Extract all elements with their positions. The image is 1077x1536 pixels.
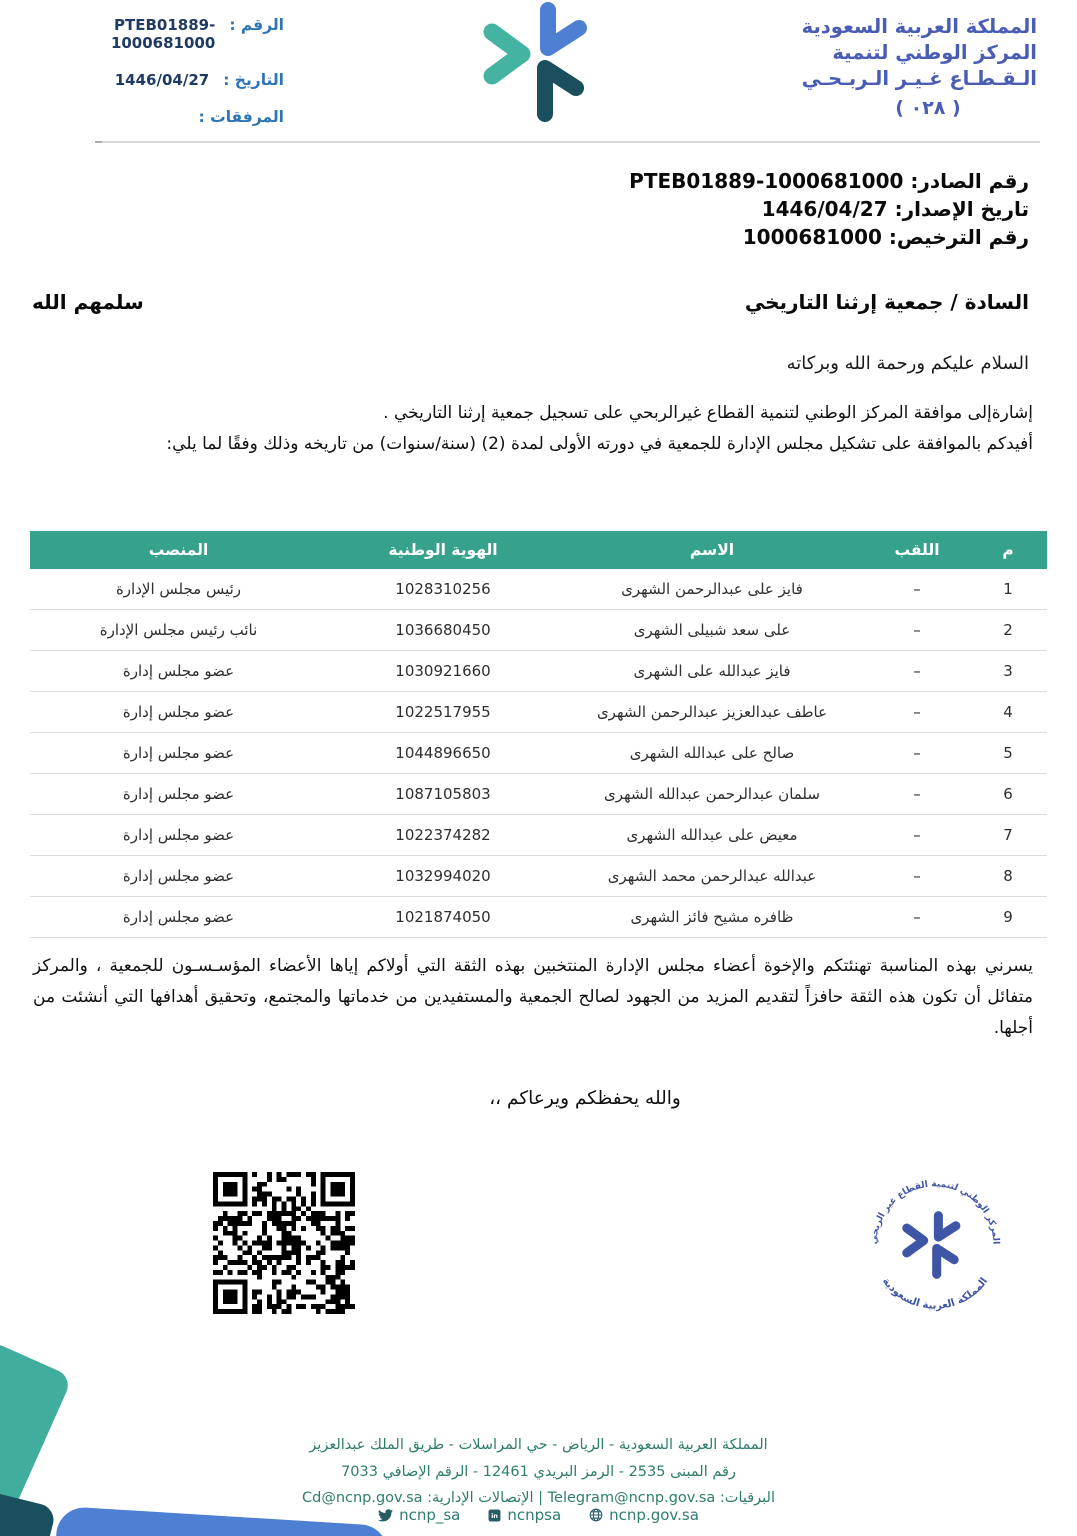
table-cell: عضو مجلس إدارة: [30, 692, 327, 733]
table-row: [30, 815, 1047, 856]
table-cell: –: [865, 610, 969, 651]
table-cell: نائب رئيس مجلس الإدارة: [30, 610, 327, 651]
table-cell: 2: [969, 610, 1047, 651]
table-cell: على سعد شبيلى الشهرى: [559, 610, 865, 651]
column-header: الهوية الوطنية: [327, 531, 559, 569]
outgoing-number: رقم الصادر: PTEB01889-1000681000: [629, 169, 1029, 193]
table-cell: معيض على عبدالله الشهرى: [559, 815, 865, 856]
table-cell: 8: [969, 856, 1047, 897]
table-row: [30, 569, 1047, 610]
table-cell: –: [865, 569, 969, 610]
meta-date-value: 1446/04/27: [114, 71, 210, 89]
table-cell: فايز عبدالله على الشهرى: [559, 651, 865, 692]
social-twitter-handle: ncnp_sa: [399, 1506, 461, 1524]
table-row: [30, 856, 1047, 897]
intro-line-1: إشارةإلى موافقة المركز الوطني لتنمية القطاع غيرالربحي على تسجيل جمعية إرثنا التاريخي .: [383, 403, 1033, 423]
column-header: الاسم: [559, 531, 865, 569]
table-cell: رئيس مجلس الإدارة: [30, 569, 327, 610]
column-header: اللقب: [865, 531, 969, 569]
org-line: المركز الوطني لتنمية: [832, 41, 1037, 64]
table-cell: –: [865, 856, 969, 897]
logo-teal-chevron: [492, 32, 522, 76]
table-cell: –: [865, 815, 969, 856]
issue-date: تاريخ الإصدار: 1446/04/27: [761, 197, 1029, 221]
table-cell: 1028310256: [327, 569, 559, 610]
table-cell: 4: [969, 692, 1047, 733]
social-website: [589, 1506, 699, 1524]
intro-line-2: أفيدكم بالموافقة على تشكيل مجلس الإدارة للجمعية في دورته الأولى لمدة (2) (سنة/سنوات) من تاريخه وذلك وفقًا لما يلي:: [166, 434, 1033, 454]
table-cell: 1030921660: [327, 651, 559, 692]
footer-address-block: [0, 1432, 1077, 1512]
meta-date-label: التاريخ :: [223, 71, 284, 89]
svg-text:in: in: [491, 1511, 499, 1520]
ncnp-logo-icon: [458, 2, 626, 122]
license-number: رقم الترخيص: 1000681000: [742, 225, 1029, 249]
table-row: [30, 897, 1047, 938]
svg-text:المملكة العربية السعودية: [880, 1275, 990, 1311]
twitter-icon: [378, 1509, 393, 1522]
header-meta: [18, 16, 284, 145]
stamp-bottom-text: المملكة العربية السعودية: [879, 1275, 991, 1312]
table-cell: 1022374282: [327, 815, 559, 856]
table-cell: 9: [969, 897, 1047, 938]
header-divider: [95, 141, 1040, 143]
meta-attachments-row: [18, 108, 284, 126]
table-row: [30, 733, 1047, 774]
table-cell: عضو مجلس إدارة: [30, 733, 327, 774]
table-cell: –: [865, 774, 969, 815]
table-cell: صالح على عبدالله الشهرى: [559, 733, 865, 774]
table-cell: عاطف عبدالعزيز عبدالرحمن الشهرى: [559, 692, 865, 733]
table-cell: 1021874050: [327, 897, 559, 938]
table-cell: عضو مجلس إدارة: [30, 815, 327, 856]
table-cell: –: [865, 651, 969, 692]
table-cell: –: [865, 897, 969, 938]
globe-icon: [589, 1508, 603, 1522]
meta-number-label: الرقم :: [229, 16, 284, 34]
table-cell: عضو مجلس إدارة: [30, 651, 327, 692]
org-name-block: [737, 14, 1037, 121]
logo-dark-mark: [545, 68, 576, 114]
footer-address-line-1: المملكة العربية السعودية - الرياض - حي المراسلات - طريق الملك عبدالعزيز: [309, 1437, 768, 1453]
social-linkedin: [488, 1506, 561, 1524]
table-row: [30, 610, 1047, 651]
greeting-phrase: سلمهم الله: [32, 290, 144, 314]
stamp-top-text: المركز الوطني لتنمية القطاع غير الربحي: [869, 1179, 1001, 1245]
table-header-row: [30, 531, 1047, 569]
org-line: المملكة العربية السعودية: [801, 15, 1037, 38]
logo-blue-mark: [548, 10, 579, 48]
farewell-line: والله يحفظكم ويرعاكم ،،: [489, 1088, 681, 1109]
table-cell: عضو مجلس إدارة: [30, 856, 327, 897]
table-cell: سلمان عبدالرحمن عبدالله الشهرى: [559, 774, 865, 815]
meta-number-row: [18, 16, 284, 52]
table-cell: 1036680450: [327, 610, 559, 651]
intro-paragraph: [33, 398, 1033, 460]
table-cell: 6: [969, 774, 1047, 815]
table-cell: عضو مجلس إدارة: [30, 774, 327, 815]
meta-date-row: [18, 71, 284, 89]
footer-address-line-2: رقم المبنى 2535 - الرمز البريدي 12461 - الرقم الإضافي 7033: [341, 1463, 736, 1480]
table-cell: عضو مجلس إدارة: [30, 897, 327, 938]
salutation-row: [32, 290, 1029, 314]
table-cell: –: [865, 733, 969, 774]
column-header: م: [969, 531, 1047, 569]
salam-line: السلام عليكم ورحمة الله وبركاته: [786, 353, 1029, 374]
meta-number-value: PTEB01889-1000681000: [110, 16, 216, 52]
table-row: [30, 651, 1047, 692]
meta-attachments-label: المرفقات :: [198, 108, 284, 126]
table-cell: فايز على عبدالرحمن الشهرى: [559, 569, 865, 610]
table-row: [30, 692, 1047, 733]
recipient-name: السادة / جمعية إرثنا التاريخي: [744, 290, 1029, 314]
table-cell: 5: [969, 733, 1047, 774]
closing-paragraph: يسرني بهذه المناسبة تهنئتكم والإخوة أعضاء مجلس الإدارة المنتخبين بهذه الثقة التي أولاكم إياها الأعضاء المؤسـسـون للجمعية ، والمركز متفائل أن تكون هذه الثقة حافزاً لتقديم المزيد من الجهود لصالح الجمعية والمستفيدين من خدماتها والمجتمع، وتحقيق أهدافها التي أنشئت من أجلها.: [33, 956, 1033, 1038]
board-members-table: [30, 531, 1047, 938]
table-cell: 1087105803: [327, 774, 559, 815]
table-row: [30, 774, 1047, 815]
linkedin-icon: [488, 1509, 501, 1522]
table-cell: 3: [969, 651, 1047, 692]
reference-block: [629, 167, 1029, 251]
org-line: الـقـطـاع غـيـر الـربـحـي: [801, 67, 1037, 90]
table-cell: 1044896650: [327, 733, 559, 774]
social-website-url: ncnp.gov.sa: [609, 1506, 699, 1524]
stamp-logo-icon: [907, 1216, 956, 1275]
social-twitter: [378, 1506, 460, 1524]
table-cell: 1: [969, 569, 1047, 610]
table-cell: 7: [969, 815, 1047, 856]
table-cell: –: [865, 692, 969, 733]
org-code: ( ٠٢٨ ): [895, 97, 961, 119]
official-stamp: [858, 1168, 1012, 1322]
table-cell: 1032994020: [327, 856, 559, 897]
column-header: المنصب: [30, 531, 327, 569]
table-cell: 1022517955: [327, 692, 559, 733]
table-cell: عبدالله عبدالرحمن محمد الشهرى: [559, 856, 865, 897]
table-cell: ظافره مشيح فائز الشهرى: [559, 897, 865, 938]
social-linkedin-handle: ncnpsa: [507, 1506, 562, 1524]
footer-contact-line: البرقيات: Telegram@ncnp.gov.sa | الإتصالات الإدارية: Cd@ncnp.gov.sa: [301, 1490, 776, 1506]
qr-code: [213, 1172, 355, 1314]
